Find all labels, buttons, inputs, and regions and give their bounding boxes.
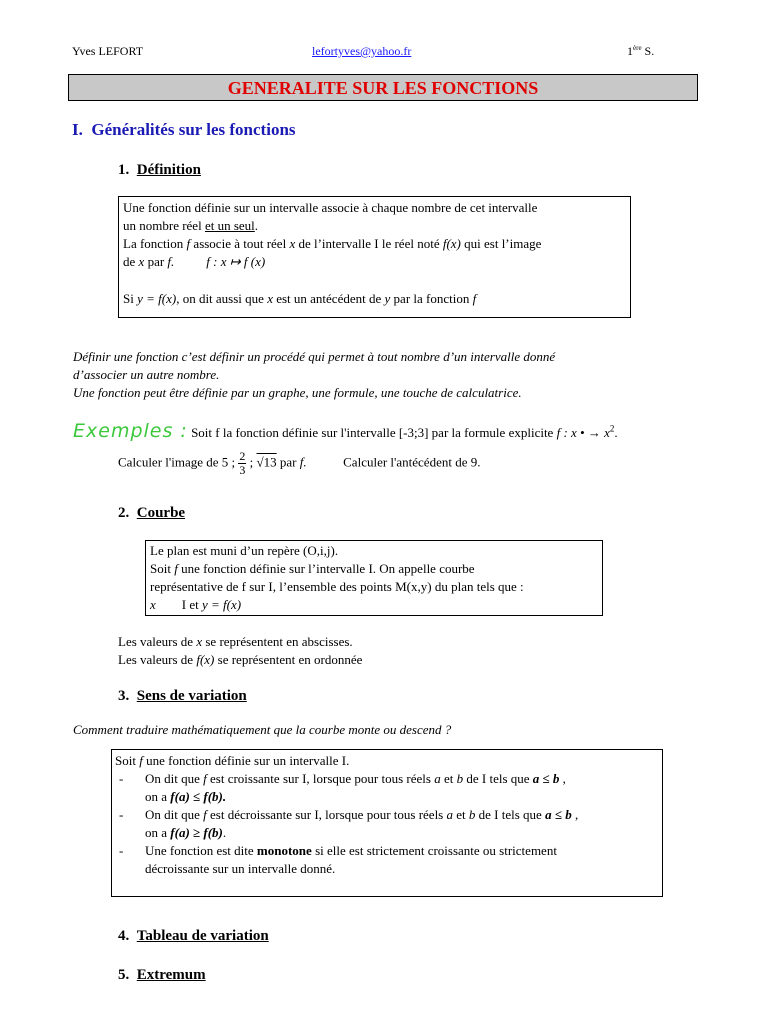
definition-line: de x par f. f : x ↦ f (x) xyxy=(123,254,266,269)
page-title-box xyxy=(68,74,698,101)
variation-item-increasing: - On dit que f est croissante sur I, lorsque pour tous réels a et b de I tels que a ≤ b , on a f(a) ≤ f(b). xyxy=(119,771,566,804)
examples-line: Exemples : Soit f la fonction définie sur l'intervalle [-3;3] par la formule explicite f : x • → $x^2$. xyxy=(73,420,618,442)
definition-line: Une fonction définie sur un intervalle associe à chaque nombre de cet intervalle xyxy=(123,200,538,215)
courbe-line: Le plan est muni d’un repère (O,i,j). xyxy=(150,543,339,558)
definition-box xyxy=(118,196,631,318)
tableau-heading: 4. Tableau de variation xyxy=(118,928,269,944)
class-level: 1ère S. xyxy=(627,44,655,58)
definition-line: La fonction f associe à tout réel x de l’intervalle I le réel noté f(x) qui est l’image xyxy=(123,236,542,251)
examples-calc-line: Calculer l'image de 5 ; $\frac{2}{3}$ ; √13 par f. Calculer l'antécédent de 9. xyxy=(118,449,481,477)
variation-box xyxy=(111,749,663,897)
courbe-line: représentative de f sur I, l’ensemble des points M(x,y) du plan tels que : xyxy=(150,579,524,594)
variation-item-monotone: - Une fonction est dite monotone si elle est strictement croissante ou strictement décroissante sur un intervalle donné. xyxy=(119,843,557,876)
variation-heading: 3. Sens de variation xyxy=(118,688,247,704)
variation-item-decreasing: - On dit que f est décroissante sur I, lorsque pour tous réels a et b de I tels que a ≤ b , on a f(a) ≥ f(b). xyxy=(119,807,579,840)
courbe-notes: Les valeurs de x se représentent en abscisses. Les valeurs de f(x) se représentent en ordonnée xyxy=(118,634,363,667)
variation-intro: Soit f une fonction définie sur un intervalle I. xyxy=(115,753,350,768)
variation-question: Comment traduire mathématiquement que la courbe monte ou descend ? xyxy=(73,722,452,737)
author-email-link[interactable]: lefortyves@yahoo.fr xyxy=(312,44,412,58)
courbe-line: Soit f une fonction définie sur l’intervalle I. On appelle courbe xyxy=(150,561,475,576)
author-name: Yves LEFORT xyxy=(72,44,144,58)
extremum-heading: 5. Extremum xyxy=(118,967,206,983)
examples-label: Exemples : xyxy=(73,420,188,442)
sqrt-13: √13 xyxy=(256,454,277,470)
definition-heading: 1. Définition xyxy=(118,162,201,178)
section-heading: I. Généralités sur les fonctions xyxy=(72,120,296,139)
definition-line: Si y = f(x), on dit aussi que x est un antécédent de y par la fonction f xyxy=(123,291,477,306)
definition-line: un nombre réel et un seul. xyxy=(123,218,259,233)
courbe-heading: 2. Courbe xyxy=(118,505,186,521)
page-title: GENERALITE SUR LES FONCTIONS xyxy=(227,78,539,98)
fraction: $\frac{2}{3}$ xyxy=(239,449,246,477)
courbe-box xyxy=(145,540,603,616)
definition-note: Définir une fonction c’est définir un procédé qui permet à tout nombre d’un intervalle donné d’associer un autre nombre. Une fonction peut être définie par un graphe, une formule, une touche de calculatrice. xyxy=(73,349,556,400)
courbe-line: x I et y = f(x) xyxy=(150,597,242,612)
